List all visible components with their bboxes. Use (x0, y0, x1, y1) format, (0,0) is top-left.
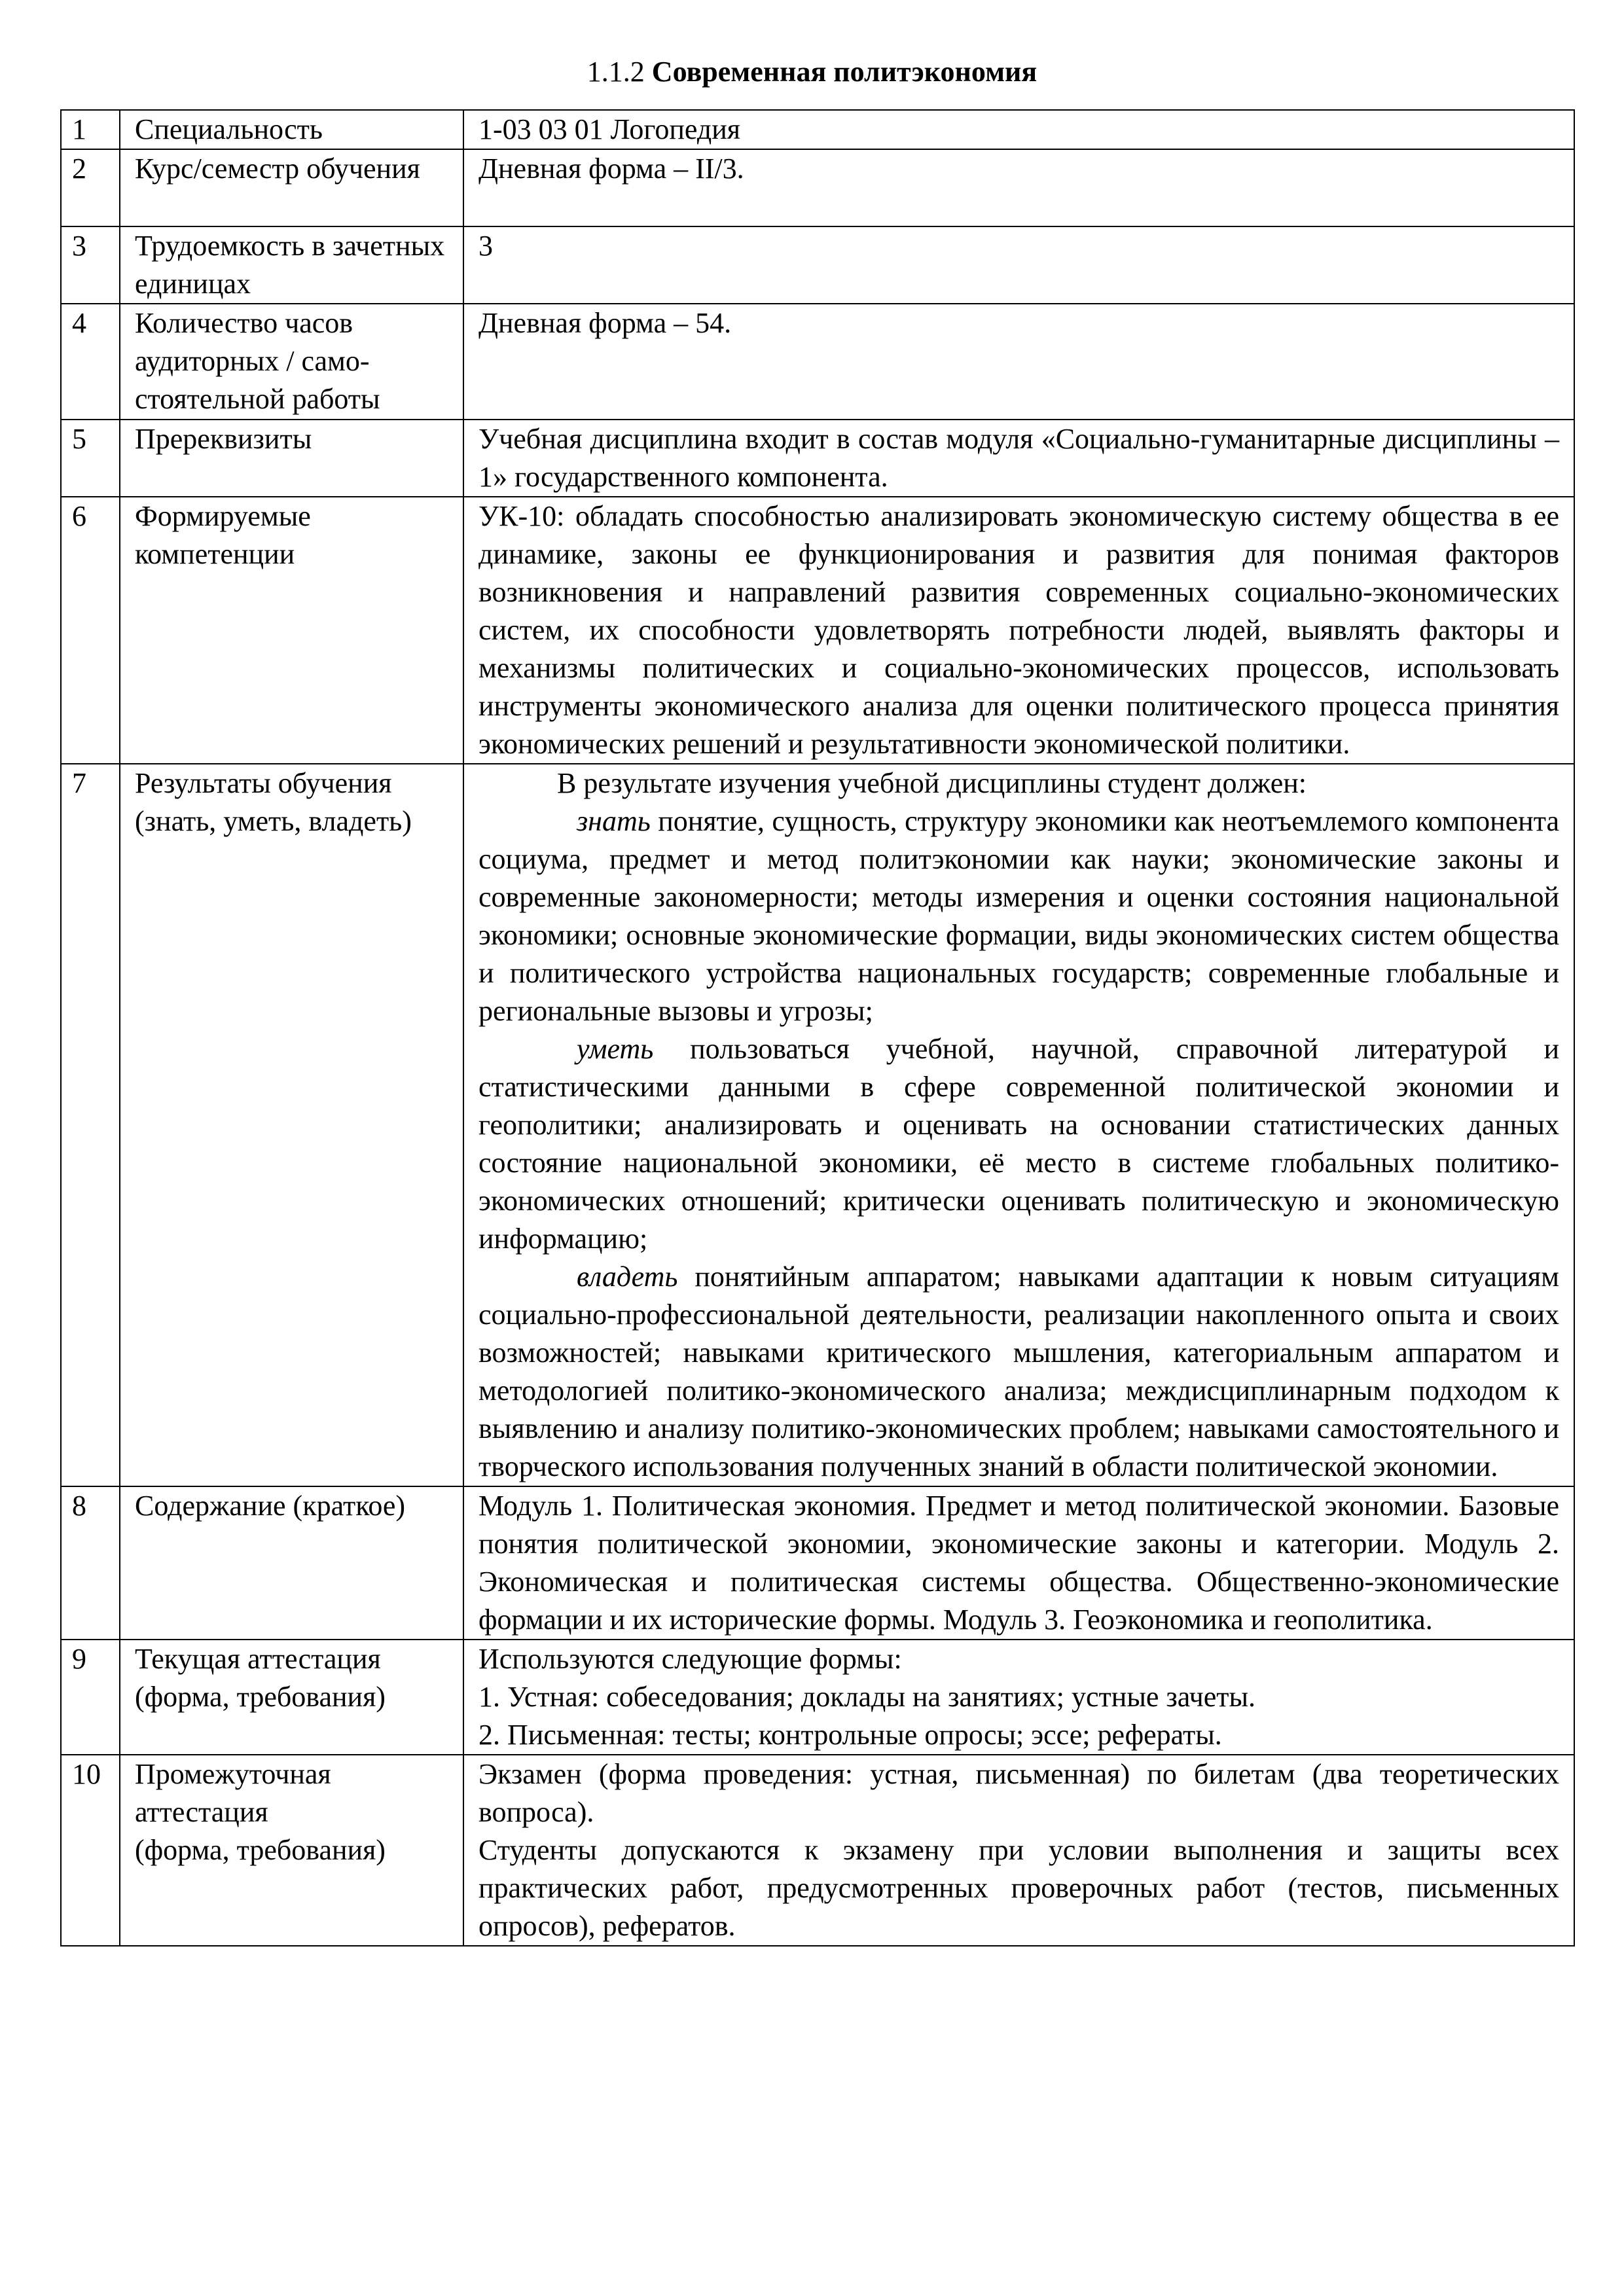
row-number: 5 (61, 420, 120, 497)
row-label: Текущая аттестация (форма, требования) (120, 1640, 463, 1755)
row-number: 4 (61, 304, 120, 420)
table-row (61, 1640, 1574, 1755)
outcomes-own (478, 1258, 1559, 1486)
table-row (61, 226, 1574, 304)
outcomes-intro: В результате изучения учебной дисциплины студент должен: (557, 767, 1307, 799)
label-line: Промежуточная (135, 1758, 331, 1790)
can-text: пользоваться учебной, научной, справочной литературой и статистическими данными в сфере современной политической экономии и геополитики; анализировать и оценивать на основании статистических данных состояние национальной экономики, её место в системе глобальных политико-экономических отношений; критически оценивать политическую и экономическую информацию; (478, 1033, 1559, 1255)
row-number: 6 (61, 497, 120, 764)
row-value: 1-03 03 01 Логопедия (463, 110, 1574, 149)
table-row (61, 149, 1574, 226)
row-value: 3 (463, 226, 1574, 304)
table-row (61, 420, 1574, 497)
table-row (61, 497, 1574, 764)
row-label: Специальность (120, 110, 463, 149)
page-title (0, 54, 1624, 90)
row-value: Модуль 1. Политическая экономия. Предмет и метод политической экономии. Базовые понятия политической экономии, экономические законы и категории. Модуль 2. Экономическая и политическая системы общества. Общественно-экономические формации и их исторические формы. Модуль 3. Геоэкономика и геополитика. (463, 1486, 1574, 1640)
row-value: УК-10: обладать способностью анализировать экономическую систему общества в ее динамике, законы ее функционирования и развития для понимая факторов возникновения и направлений развития современных социально-экономических систем, их способности удовлетворять потребности людей, выявлять факторы и механизмы политических и социально-экономических процессов, использовать инструменты экономического анализа для оценки политического процесса принятия экономических решений и результативности экономической политики. (463, 497, 1574, 764)
assessment-line: 2. Письменная: тесты; контрольные опросы; эссе; рефераты. (478, 1719, 1222, 1751)
row-value: Дневная форма – 54. (463, 304, 1574, 420)
table-row (61, 304, 1574, 420)
row-number: 9 (61, 1640, 120, 1755)
row-number: 1 (61, 110, 120, 149)
row-number: 10 (61, 1755, 120, 1946)
current-assessment-cell (463, 1640, 1574, 1755)
assessment-line: 1. Устная: собеседования; доклады на занятиях; устные зачеты. (478, 1681, 1256, 1713)
outcomes-can (478, 1030, 1559, 1258)
row-number: 2 (61, 149, 120, 226)
row-label: Курс/семестр обучения (120, 149, 463, 226)
admission-paragraph: Студенты допускаются к экзамену при условии выполнения и защиты всех практических работ, предусмотренных проверочных работ (тестов, письменных опросов), рефератов. (478, 1834, 1559, 1942)
learning-outcomes-cell (463, 764, 1574, 1486)
row-value: Дневная форма – II/3. (463, 149, 1574, 226)
know-text: понятие, сущность, структуру экономики как неотъемлемого компонента социума, предмет и метод политэкономии как науки; экономические законы и современные закономерности; методы измерения и оценки состояния национальной экономики; основные экономические формации, виды экономических систем общества и политического устройства национальных государств; современные глобальные и региональные вызовы и угрозы; (478, 805, 1559, 1027)
can-word: уметь (577, 1033, 654, 1065)
table-row (61, 764, 1574, 1486)
outcomes-know (478, 802, 1559, 1030)
title-text: Современная политэкономия (651, 56, 1038, 88)
row-label: Трудоемкость в зачетных единицах (120, 226, 463, 304)
row-number: 7 (61, 764, 120, 1486)
row-label: Содержание (краткое) (120, 1486, 463, 1640)
title-number: 1.1.2 (586, 56, 645, 88)
row-label: Количество часов аудиторных / само-стоятельной работы (120, 304, 463, 420)
own-text: понятийным аппаратом; навыками адаптации к новым ситуациям социально-профессиональной деятельности, реализации накопленного опыта и своих возможностей; навыками критического мышления, категориальным аппаратом и методологией политико-экономического анализа; междисциплинарным подходом к выявлению и анализу политико-экономических проблем; навыками самостоятельного и творческого использования полученных знаний в области политической экономии. (478, 1261, 1559, 1482)
exam-paragraph: Экзамен (форма проведения: устная, письменная) по билетам (два теоретических вопроса). (478, 1758, 1559, 1828)
own-word: владеть (577, 1261, 678, 1293)
row-label: Формируемые компетенции (120, 497, 463, 764)
table-row (61, 1755, 1574, 1946)
table-row (61, 1486, 1574, 1640)
row-label (120, 1755, 463, 1946)
row-number: 3 (61, 226, 120, 304)
course-info-table (60, 109, 1575, 1946)
interim-assessment-cell (463, 1755, 1574, 1946)
row-value: Учебная дисциплина входит в состав модуля «Социально-гуманитарные дисциплины – 1» государственного компонента. (463, 420, 1574, 497)
row-number: 8 (61, 1486, 120, 1640)
label-line: аттестация (135, 1796, 268, 1828)
table-row (61, 110, 1574, 149)
row-label: Пререквизиты (120, 420, 463, 497)
row-label: Результаты обучения (знать, уметь, владеть) (120, 764, 463, 1486)
assessment-line: Используются следующие формы: (478, 1643, 902, 1675)
know-word: знать (577, 805, 651, 837)
label-line: (форма, требования) (135, 1834, 386, 1866)
